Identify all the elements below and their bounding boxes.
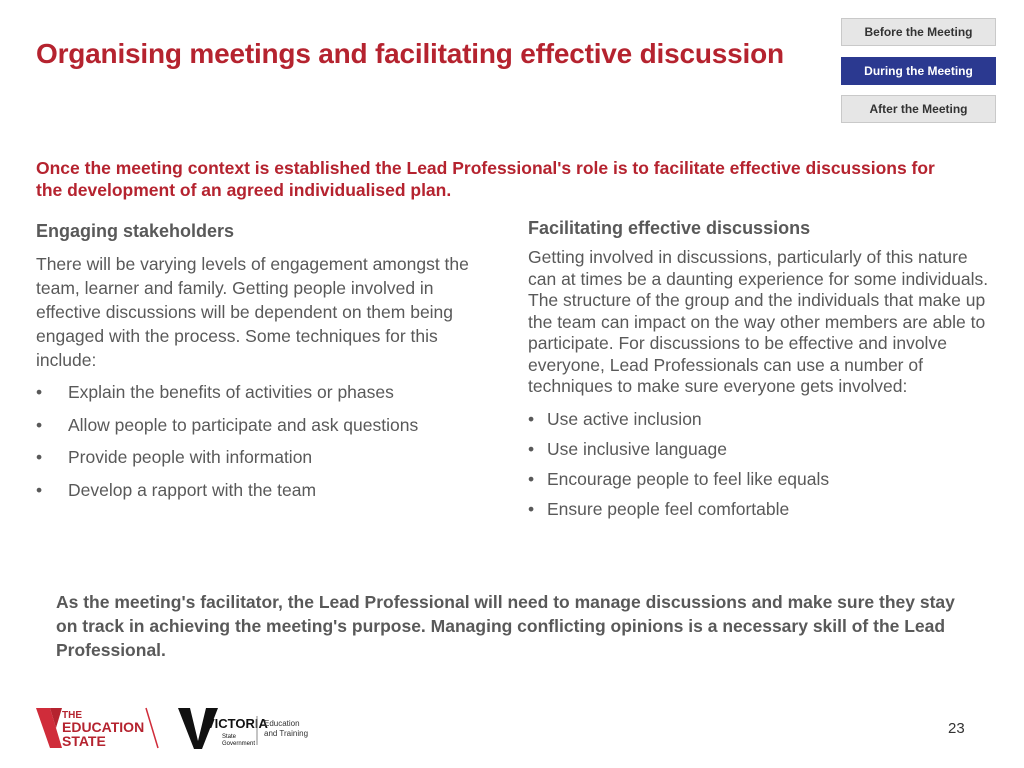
nav-before-the-meeting[interactable]: Before the Meeting [841,18,996,46]
right-bullet-list [528,404,998,524]
right-body: Getting involved in discussions, particularly of this nature can at times be a daunting experience for some individuals. The structure of the group and the individuals that make up the team can impact on the way other members are able to participate. For discussions to be effective and involve everyone, Lead Professionals can use a number of techniques to make sure everyone gets involved: [528,247,989,396]
list-item: • Develop a rapport with the team [36,474,486,507]
nav-during-the-meeting[interactable]: During the Meeting [841,57,996,85]
list-item: • Ensure people feel comfortable [528,494,998,524]
victoria-government-logo [176,705,326,751]
logo-text-government: Government [222,741,256,747]
nav-after-the-meeting[interactable]: After the Meeting [841,95,996,123]
right-heading: Facilitating effective discussions [528,218,811,238]
page-number: 23 [948,720,965,737]
page-title: Organising meetings and facilitating effective discussion [36,38,784,69]
intro-text: Once the meeting context is established the Lead Professional's role is to facilitate effective discussions for the development of an agreed individualised plan. [36,158,935,200]
list-item: • Explain the benefits of activities or phases [36,376,486,409]
left-bullet-list [36,376,486,506]
closing-text: As the meeting's facilitator, the Lead Professional will need to manage discussions and make sure they stay on track in achieving the meeting's purpose. Managing conflicting opinions is a necessary skill of the Lead Professional. [56,592,955,660]
engaging-stakeholders-section [36,221,486,506]
list-item: • Provide people with information [36,441,486,474]
list-item: • Encourage people to feel like equals [528,464,998,494]
left-heading: Engaging stakeholders [36,221,235,241]
logo-text-education-dept: Education [264,719,300,728]
education-state-logo [34,705,164,751]
list-item: • Use inclusive language [528,434,998,464]
list-item: • Allow people to participate and ask questions [36,409,486,442]
logo-text-the: THE [62,710,82,721]
facilitating-discussions-section [528,218,998,524]
left-body: There will be varying levels of engagement amongst the team, learner and family. Getting people involved in effective discussions will be dependent on them being engaged with the process. Some techniques for this include: [36,254,469,370]
list-item: • Use active inclusion [528,404,998,434]
logo-text-victoria: VICTORIA [206,716,268,731]
logo-text-and-training: and Training [264,729,309,738]
logo-text-state: STATE [62,733,106,749]
logo-text-education: EDUCATION [62,719,145,735]
logo-text-state-label: State [222,734,237,740]
